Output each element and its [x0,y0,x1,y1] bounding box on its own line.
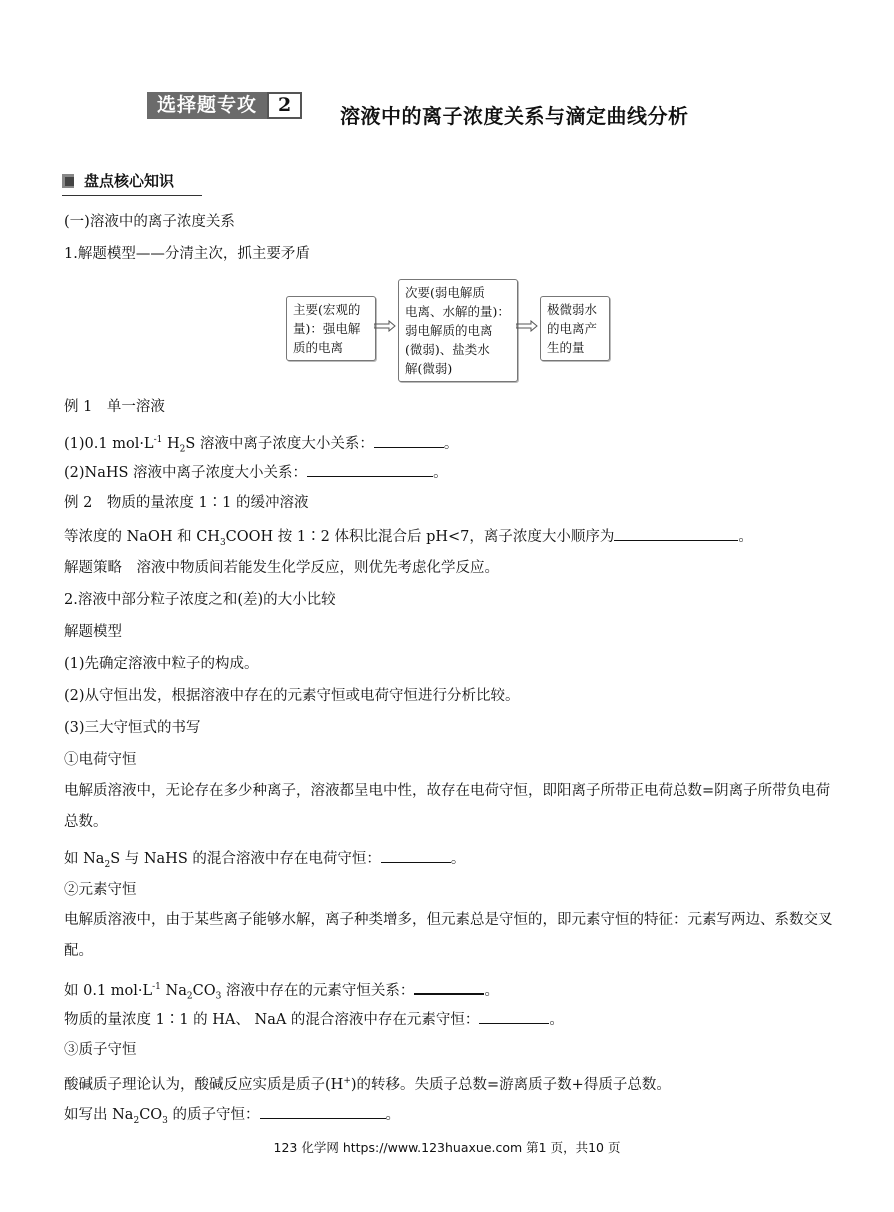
text: 。 [385,1107,401,1123]
text: 。 [549,1012,564,1028]
text: CO [192,982,216,999]
part2-step2: (2)从守恒出发，根据溶液中存在的元素守恒或电荷守恒进行分析比较。 [64,688,520,704]
flow-box-minor [540,296,610,361]
subscript: 3 [219,537,226,548]
text: 如 0.1 mol·L [64,982,153,999]
text: 。 [738,529,753,545]
document-icon [62,174,76,188]
flow-box-secondary-line: 次要(弱电解质 [405,285,485,300]
flow-box-secondary-line: 电离、水解的量)： [405,304,510,319]
answer-blank [479,1009,549,1024]
text: 如写出 Na [64,1107,134,1123]
proton-title: ③质子守恒 [64,1042,137,1058]
page-title: 溶液中的离子浓度关系与滴定曲线分析 [340,104,689,128]
subscript: 3 [162,1115,168,1126]
answer-blank [307,462,433,477]
example2-title: 例 2 物质的量浓度 1∶1 的缓冲溶液 [64,495,309,511]
answer-blank [414,979,484,995]
example2-text [64,526,753,553]
answer-blank [374,433,444,448]
superscript: + [343,1076,351,1086]
page-footer: 123 化学网 https://www.123huaxue.com 第1 页，共10 页 [273,1140,621,1155]
topic-tag [147,92,312,119]
text: S 溶液中离子浓度大小关系： [185,435,374,452]
superscript: -1 [152,982,161,992]
section-heading [62,170,202,196]
text: S 与 NaHS 的混合溶液中存在电荷守恒： [110,851,381,867]
text: )的转移。失质子总数=游离质子数+得质子总数。 [350,1076,671,1093]
arrow-right-icon [516,320,538,332]
flow-box-secondary-line: 解(微弱) [405,361,453,376]
example1-q1 [64,430,458,460]
flow-box-primary [286,296,376,361]
subscript: 2 [133,1115,140,1126]
text: 。 [443,435,459,452]
example1-title: 例 1 单一溶液 [64,399,165,415]
subscript: 2 [179,444,186,455]
flow-box-minor-line: 生的量 [547,340,585,355]
element-text: 电解质溶液中，由于某些离子能够水解，离子种类增多，但元素总是守恒的，即元素守恒的特征：元素写两边、系数交叉配。 [64,912,833,959]
text: 如 Na [64,851,105,867]
part1-heading: (一)溶液中的离子浓度关系 [64,214,235,230]
text: 等浓度的 NaOH 和 CH [64,529,220,545]
proton-text [64,1071,671,1095]
part2-model: 解题模型 [64,624,122,640]
text: 。 [450,851,466,867]
text: Na [160,982,187,999]
answer-blank [260,1104,386,1119]
section-title: 盘点核心知识 [84,172,175,190]
text: (1)0.1 mol·L [64,435,154,452]
topic-tag-number: 2 [267,92,302,119]
flow-box-primary-line: 质的电离 [293,340,344,355]
charge-example [64,848,465,875]
topic-tag-label: 选择题专攻 [147,92,267,119]
charge-title: ①电荷守恒 [64,752,137,768]
element-example1 [64,977,499,1007]
text: 。 [484,982,499,999]
text: COOH 按 1∶2 体积比混合后 pH<7，离子浓度大小顺序为 [225,529,615,545]
text: 物质的量浓度 1∶1 的 HA、 NaA 的混合溶液中存在元素守恒： [64,1012,480,1028]
subscript: 3 [215,991,222,1002]
superscript: -1 [153,435,163,445]
part2-step1: (1)先确定溶液中粒子的构成。 [64,656,259,672]
part1-model: 1.解题模型——分清主次，抓主要矛盾 [64,246,310,262]
text: 的质子守恒： [167,1107,260,1123]
subscript: 2 [186,991,193,1002]
subscript: 2 [104,859,111,870]
text: CO [139,1107,163,1123]
proton-example [64,1104,400,1131]
element-example2 [64,1009,564,1030]
flow-box-secondary-line: 弱电解质的电离 [405,323,493,338]
text: 。 [433,465,448,481]
answer-blank [381,848,451,863]
part2-heading: 2.溶液中部分粒子浓度之和(差)的大小比较 [64,592,336,608]
flow-box-secondary [398,279,518,382]
text: 酸碱质子理论认为，酸碱反应实质是质子(H [64,1076,344,1093]
strategy-text: 解题策略 溶液中物质间若能发生化学反应，则优先考虑化学反应。 [64,560,499,576]
flow-box-primary-line: 量)：强电解 [293,321,361,336]
example1-q2 [64,462,448,483]
charge-text: 电解质溶液中，无论存在多少种离子，溶液都呈电中性，故存在电荷守恒，即阳离子所带正电荷总数=阴离子所带负电荷总数。 [64,783,831,830]
flow-box-secondary-line: (微弱)、盐类水 [405,342,490,357]
flow-box-minor-line: 极微弱水 [547,302,598,317]
part2-step3: (3)三大守恒式的书写 [64,720,201,736]
flow-box-primary-line: 主要(宏观的 [293,302,361,317]
text: (2)NaHS 溶液中离子浓度大小关系： [64,465,308,481]
text: 溶液中存在的元素守恒关系： [221,982,415,999]
element-title: ②元素守恒 [64,882,137,898]
answer-blank [614,526,738,541]
flow-box-minor-line: 的电离产 [547,321,598,336]
arrow-right-icon [374,320,396,332]
text: H [162,435,180,452]
